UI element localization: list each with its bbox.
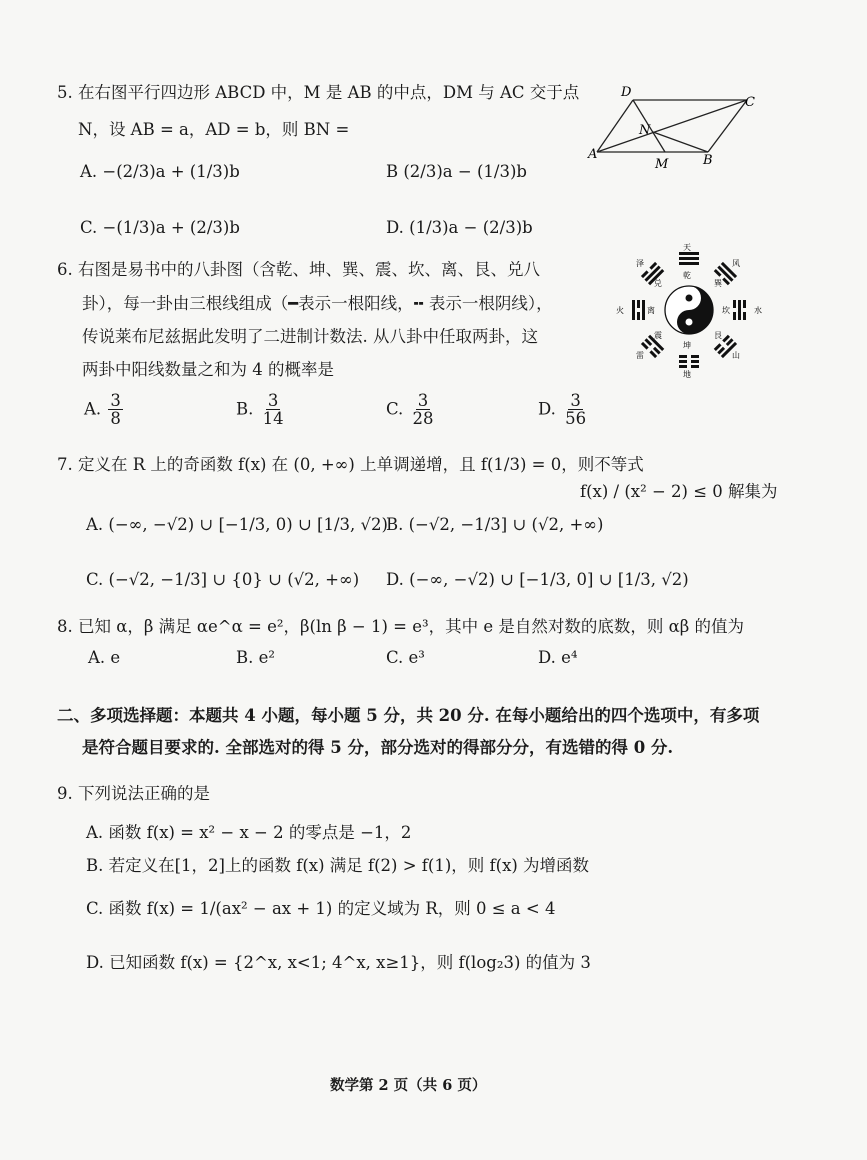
- label-d: D: [621, 85, 632, 100]
- bagua-label-kan: 坎: [722, 306, 730, 315]
- bagua-label-huo: 火: [616, 306, 624, 315]
- q7-option-d: D. (−∞, −√2) ∪ [−1/3, 0] ∪ [1/3, √2): [386, 570, 689, 589]
- q5-stem-line1: 5. 在右图平行四边形 ABCD 中，M 是 AB 的中点，DM 与 AC 交于点: [57, 83, 580, 102]
- bagua-label-tian: 天: [683, 243, 691, 252]
- q6-stem-line3: 传说莱布尼兹据此发明了二进制计数法. 从八卦中任取两卦，这: [82, 327, 538, 346]
- parallelogram-figure: [585, 82, 770, 172]
- q6-stem-line1: 6. 右图是易书中的八卦图（含乾、坤、巽、震、坎、离、艮、兑八: [57, 260, 540, 279]
- bagua-label-xun: 巽: [714, 279, 722, 288]
- bagua-label-li: 离: [647, 306, 655, 315]
- label-a: A: [588, 147, 598, 162]
- q8-option-d: D. e⁴: [538, 648, 578, 667]
- q8-option-b: B. e²: [236, 648, 275, 667]
- bagua-label-shui: 水: [754, 306, 762, 315]
- q6-option-d: D. $\frac{3}{56}$: [538, 391, 587, 429]
- bagua-label-feng: 风: [732, 259, 740, 268]
- q7-option-c: C. (−√2, −1/3] ∪ {0} ∪ (√2, +∞): [86, 570, 360, 589]
- q7-option-a: A. (−∞, −√2) ∪ [−1/3, 0) ∪ [1/3, √2): [86, 515, 388, 534]
- q5-option-a: A. −(2/3)a + (1/3)b: [80, 162, 240, 181]
- bagua-label-shan: 山: [732, 351, 740, 360]
- section2-instructions: 是符合题目要求的. 全部选对的得 5 分，部分选对的得部分分，有选错的得 0 分.: [82, 738, 674, 757]
- q7-inequality: f(x) / (x² − 2) ≤ 0 解集为: [580, 482, 778, 501]
- bagua-label-kun: 坤: [683, 341, 691, 350]
- q6-option-a: A. $\frac{3}{8}$: [84, 391, 121, 429]
- q8-stem: 8. 已知 α，β 满足 αe^α = e²，β(ln β − 1) = e³，其中 e 是自然对数的底数，则 αβ 的值为: [57, 617, 745, 636]
- q8-option-a: A. e: [88, 648, 121, 667]
- label-n: N: [639, 123, 651, 138]
- q8-option-c: C. e³: [386, 648, 425, 667]
- page-footer: 数学第 2 页（共 6 页）: [330, 1077, 487, 1094]
- label-m: M: [655, 157, 669, 172]
- label-b: B: [703, 153, 713, 168]
- q9-option-a: A. 函数 f(x) = x² − x − 2 的零点是 −1，2: [86, 823, 412, 842]
- bagua-label-qian: 乾: [683, 271, 691, 280]
- q7-stem: 7. 定义在 R 上的奇函数 f(x) 在 (0, +∞) 上单调递增，且 f(1/3) = 0，则不等式: [57, 455, 644, 474]
- q9-option-c: C. 函数 f(x) = 1/(ax² − ax + 1) 的定义域为 R，则 0 ≤ a < 4: [86, 899, 556, 918]
- q5-stem-line2: N，设 AB = a，AD = b，则 BN =: [78, 120, 350, 139]
- q6-option-c: C. $\frac{3}{28}$: [386, 391, 434, 429]
- q5-option-d: D. (1/3)a − (2/3)b: [386, 218, 533, 237]
- bagua-label-dui: 兑: [654, 279, 662, 288]
- section2-heading: 二、多项选择题：本题共 4 小题，每小题 5 分，共 20 分. 在每小题给出的四个选项中，有多项: [57, 706, 760, 725]
- bagua-label-di: 地: [683, 370, 691, 379]
- q9-stem: 9. 下列说法正确的是: [57, 784, 210, 803]
- bagua-figure: [614, 240, 764, 380]
- q6-stem-line4: 两卦中阳线数量之和为 4 的概率是: [82, 360, 334, 379]
- label-c: C: [745, 95, 755, 110]
- q9-option-b: B. 若定义在[1，2]上的函数 f(x) 满足 f(2) > f(1)，则 f(x) 为增函数: [86, 856, 590, 875]
- q7-option-b: B. (−√2, −1/3] ∪ (√2, +∞): [386, 515, 604, 534]
- q6-option-b: B. $\frac{3}{14}$: [236, 391, 284, 429]
- q5-option-b: B (2/3)a − (1/3)b: [386, 162, 527, 181]
- q6-stem-line2: 卦），每一卦由三根线组成（━表示一根阳线，╍ 表示一根阴线），: [82, 294, 553, 313]
- bagua-label-lei: 雷: [636, 351, 644, 360]
- bagua-label-ze: 泽: [636, 259, 644, 268]
- q5-option-c: C. −(1/3)a + (2/3)b: [80, 218, 240, 237]
- q9-option-d: D. 已知函数 f(x) = {2^x, x<1; 4^x, x≥1}，则 f(log₂3) 的值为 3: [86, 953, 591, 972]
- bagua-label-gen: 艮: [714, 331, 722, 340]
- bagua-label-zhen: 震: [654, 331, 662, 340]
